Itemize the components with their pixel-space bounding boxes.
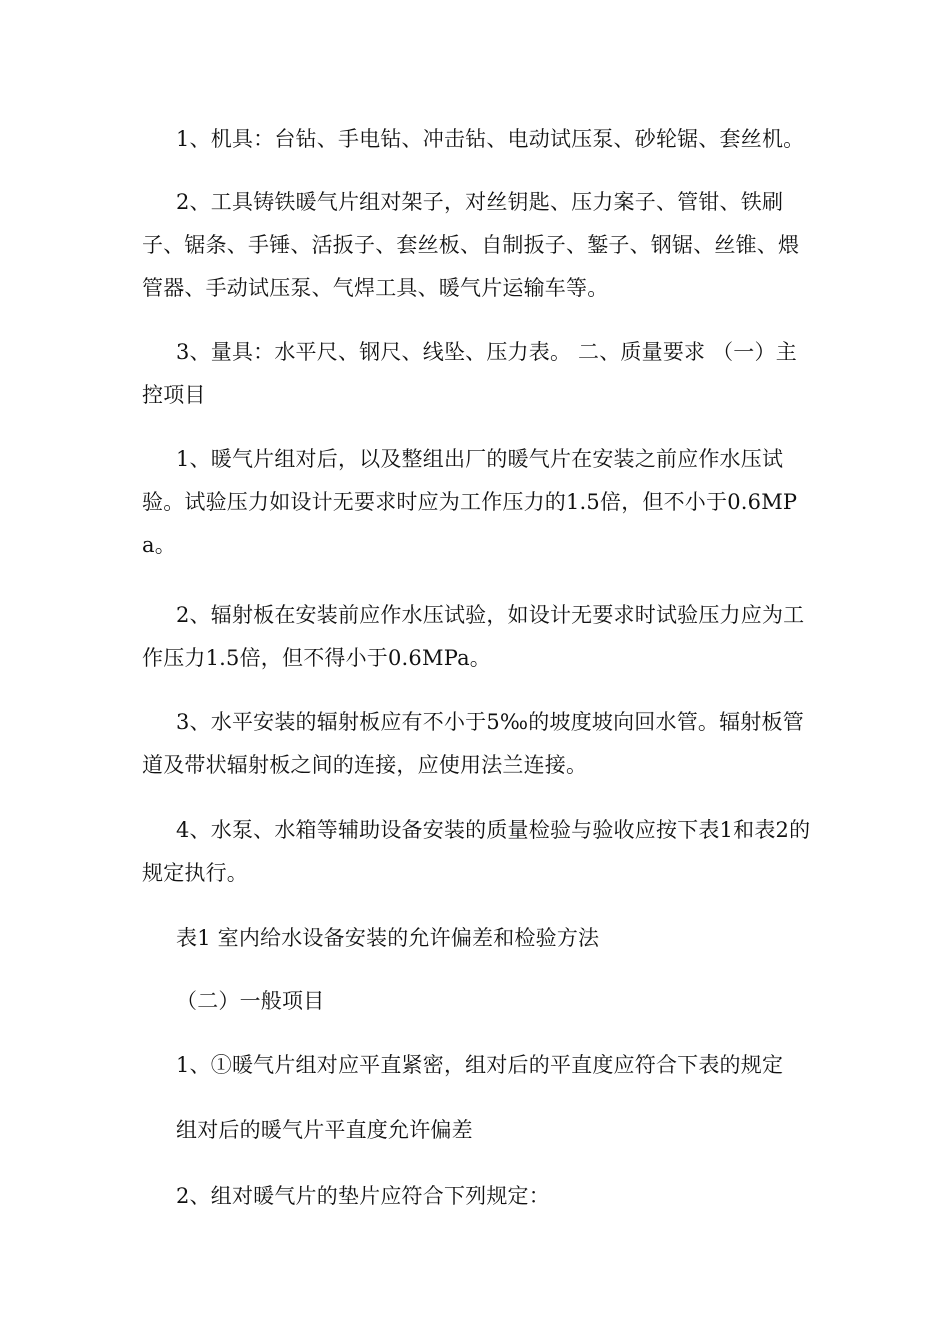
paragraph-measuring-tools: 3、量具：水平尺、钢尺、线坠、压力表。 二、质量要求 （一）主控项目 [142, 340, 797, 407]
paragraph-radiant-panel-test: 2、辐射板在安装前应作水压试验，如设计无要求时试验压力应为工作压力1.5倍，但不得小于0.6MPa。 [142, 603, 805, 670]
paragraph-gasket: 2、组对暖气片的垫片应符合下列规定： [176, 1184, 550, 1208]
table-caption-flatness: 组对后的暖气片平直度允许偏差 [176, 1118, 473, 1142]
paragraph-tools-list: 2、工具铸铁暖气片组对架子，对丝钥匙、压力案子、管钳、铁刷子、锯条、手锤、活扳子、套丝板、自制扳子、錾子、钢锯、丝锥、煨管器、手动试压泵、气焊工具、暖气片运输车等。 [142, 190, 800, 300]
table-caption: 表1 室内给水设备安装的允许偏差和检验方法 [176, 926, 600, 950]
paragraph-pump-tank: 4、水泵、水箱等辅助设备安装的质量检验与验收应按下表1和表2的规定执行。 [142, 818, 811, 885]
section-heading-general: （二）一般项目 [176, 989, 325, 1013]
paragraph-tools-machinery: 1、机具：台钻、手电钻、冲击钻、电动试压泵、砂轮锯、套丝机。 [176, 127, 805, 151]
paragraph-horizontal-install: 3、水平安装的辐射板应有不小于5‰的坡度坡向回水管。辐射板管道及带状辐射板之间的连接，应使用法兰连接。 [142, 710, 804, 777]
paragraph-flatness: 1、①暖气片组对应平直紧密，组对后的平直度应符合下表的规定 [176, 1053, 784, 1077]
paragraph-radiator-pressure-test: 1、暖气片组对后，以及整组出厂的暖气片在安装之前应作水压试验。试验压力如设计无要求时应为工作压力的1.5倍，但不小于0.6MPa。 [142, 447, 798, 557]
